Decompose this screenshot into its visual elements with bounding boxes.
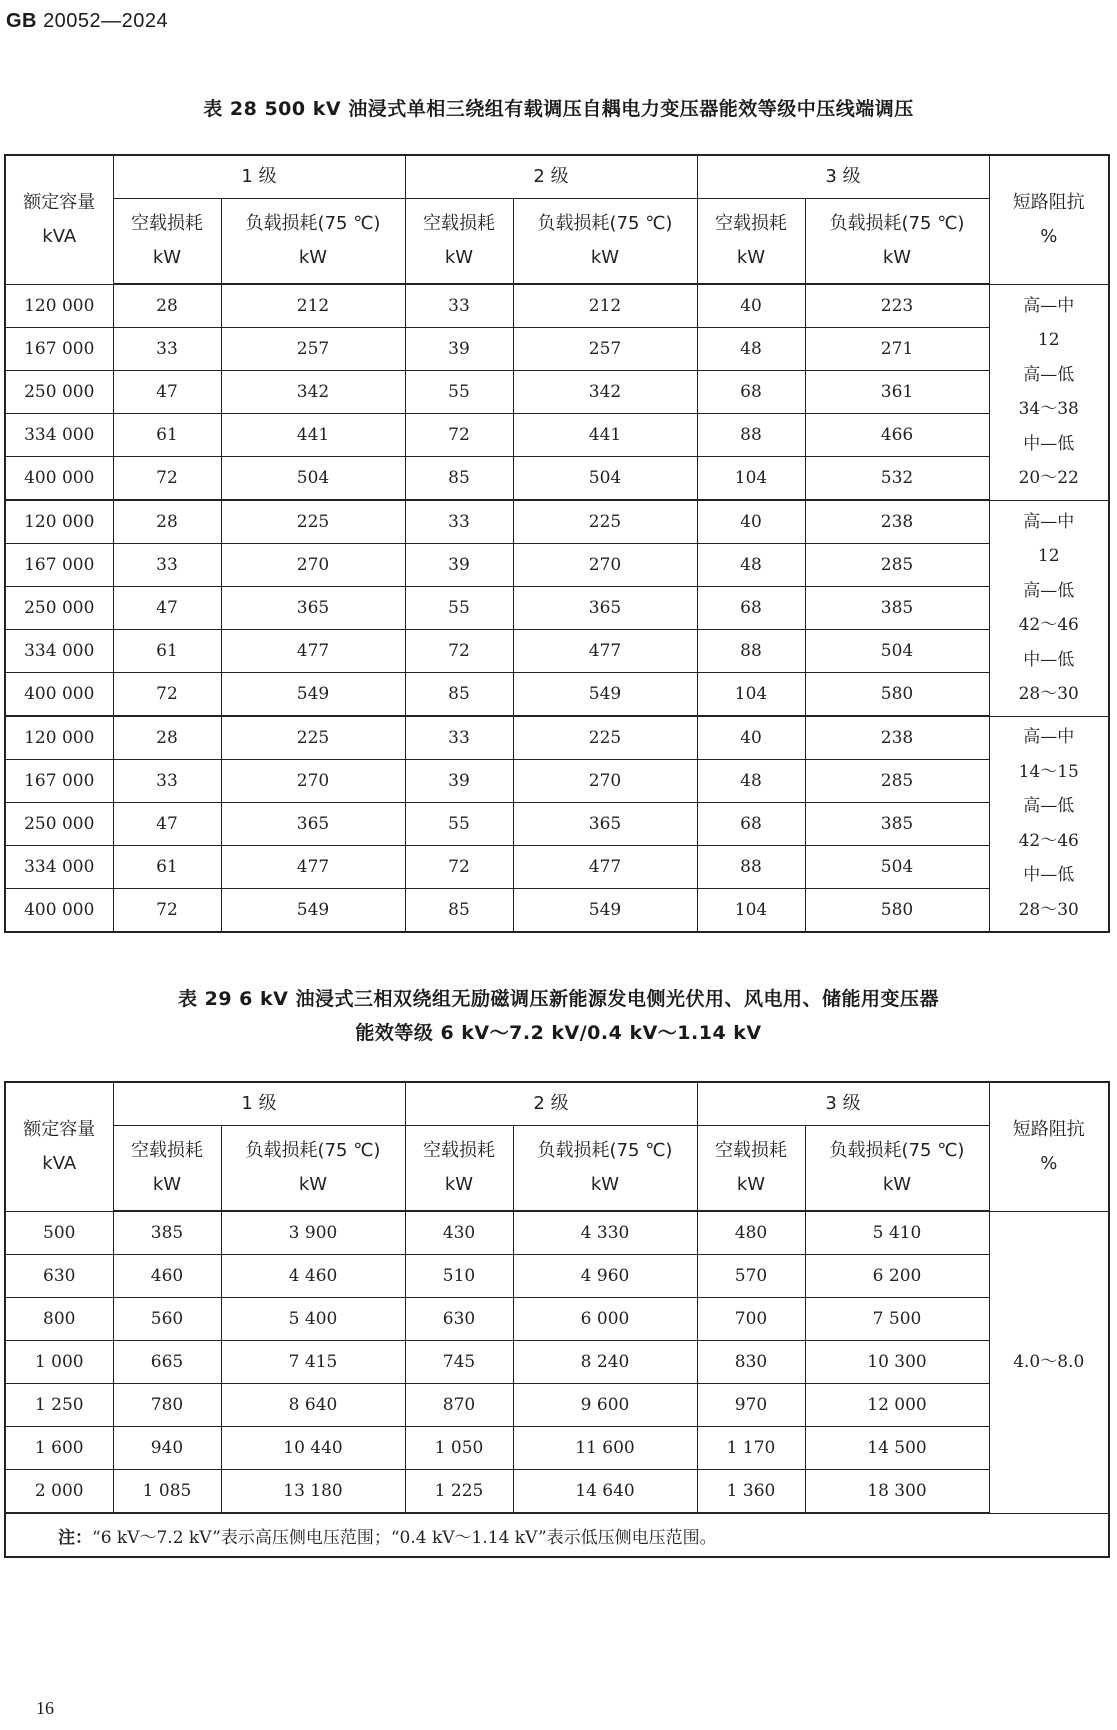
- table29-title-line1: 表 29 6 kV 油浸式三相双绕组无励磁调压新能源发电侧光伏用、风电用、储能用变压器: [178, 988, 939, 1010]
- table-cell: 72: [405, 846, 513, 889]
- table-cell: 549: [513, 889, 697, 933]
- note-row: [5, 1513, 1109, 1557]
- table-cell: 33: [405, 284, 513, 328]
- table-cell: 385: [805, 587, 989, 630]
- table28-title: 表 28 500 kV 油浸式单相三绕组有载调压自耦电力变压器能效等级中压线端调压: [203, 98, 914, 120]
- header-no-load-loss: 空载损耗 kW: [697, 198, 805, 284]
- header-capacity: 额定容量 kVA: [5, 1082, 113, 1211]
- table-cell: 477: [221, 630, 405, 673]
- table-cell: 47: [113, 803, 221, 846]
- table-cell: 400 000: [5, 673, 113, 717]
- table-cell: 61: [113, 846, 221, 889]
- table-row: [5, 716, 1109, 760]
- table-row: [5, 414, 1109, 457]
- table29-body: [5, 1211, 1109, 1557]
- header-no-load-loss: 空载损耗 kW: [113, 1125, 221, 1211]
- header-no-load-loss: 空载损耗 kW: [405, 198, 513, 284]
- table-cell: 250 000: [5, 803, 113, 846]
- table-cell: 14 640: [513, 1470, 697, 1514]
- table-cell: 55: [405, 371, 513, 414]
- table-cell: 3 900: [221, 1211, 405, 1255]
- table-cell: 104: [697, 889, 805, 933]
- header-load-loss: 负载损耗(75 ℃) kW: [805, 198, 989, 284]
- table-cell: 1 250: [5, 1384, 113, 1427]
- table-cell: 120 000: [5, 500, 113, 544]
- table-row: [5, 328, 1109, 371]
- table-row: [5, 846, 1109, 889]
- impedance-cell: 4.0～8.0: [989, 1211, 1109, 1513]
- header-grade-3: 3 级: [697, 1082, 989, 1125]
- table-cell: 365: [221, 587, 405, 630]
- table-cell: 400 000: [5, 457, 113, 501]
- table29: [4, 1081, 1110, 1558]
- table-cell: 477: [221, 846, 405, 889]
- table-cell: 104: [697, 673, 805, 717]
- table-row: [5, 587, 1109, 630]
- table-cell: 1 000: [5, 1341, 113, 1384]
- table-cell: 28: [113, 500, 221, 544]
- table-cell: 580: [805, 673, 989, 717]
- table-cell: 212: [221, 284, 405, 328]
- table-cell: 480: [697, 1211, 805, 1255]
- standard-code: [6, 10, 168, 33]
- table-cell: 85: [405, 673, 513, 717]
- table-cell: 1 360: [697, 1470, 805, 1514]
- table-row: [5, 1298, 1109, 1341]
- table-cell: 700: [697, 1298, 805, 1341]
- table-cell: 33: [113, 544, 221, 587]
- table-cell: 72: [113, 889, 221, 933]
- table-cell: 68: [697, 587, 805, 630]
- table-cell: 120 000: [5, 284, 113, 328]
- page-number: 16: [36, 1698, 54, 1718]
- table-cell: 250 000: [5, 587, 113, 630]
- table-cell: 271: [805, 328, 989, 371]
- header-load-loss: 负载损耗(75 ℃) kW: [805, 1125, 989, 1211]
- table-cell: 47: [113, 587, 221, 630]
- standard-number: 20052—2024: [43, 10, 169, 32]
- table-cell: 365: [513, 803, 697, 846]
- table-cell: 665: [113, 1341, 221, 1384]
- note-text: “6 kV～7.2 kV”表示高压侧电压范围；“0.4 kV～1.14 kV”表示低压侧电压范围。: [92, 1527, 717, 1548]
- table-row: [5, 284, 1109, 328]
- table-row: [5, 760, 1109, 803]
- table-cell: 88: [697, 630, 805, 673]
- table-row: [5, 1255, 1109, 1298]
- table-cell: 560: [113, 1298, 221, 1341]
- table-cell: 385: [805, 803, 989, 846]
- table-cell: 40: [697, 284, 805, 328]
- table-cell: 28: [113, 716, 221, 760]
- table-cell: 549: [221, 673, 405, 717]
- table-cell: 1 225: [405, 1470, 513, 1514]
- note-cell: [5, 1513, 1109, 1557]
- table29-title-line2: 能效等级 6 kV～7.2 kV/0.4 kV～1.14 kV: [355, 1022, 762, 1044]
- table-cell: 238: [805, 500, 989, 544]
- table-cell: 48: [697, 328, 805, 371]
- table-cell: 7 415: [221, 1341, 405, 1384]
- table-cell: 365: [513, 587, 697, 630]
- table-cell: 257: [221, 328, 405, 371]
- table28-body: [5, 284, 1109, 932]
- table-cell: 7 500: [805, 1298, 989, 1341]
- table-cell: 225: [513, 716, 697, 760]
- table-cell: 2 000: [5, 1470, 113, 1514]
- table-cell: 532: [805, 457, 989, 501]
- table-cell: 120 000: [5, 716, 113, 760]
- table-cell: 47: [113, 371, 221, 414]
- header-load-loss: 负载损耗(75 ℃) kW: [221, 1125, 405, 1211]
- table-cell: 940: [113, 1427, 221, 1470]
- table-cell: 430: [405, 1211, 513, 1255]
- table-cell: 39: [405, 328, 513, 371]
- table-cell: 72: [113, 673, 221, 717]
- table-cell: 549: [221, 889, 405, 933]
- table-cell: 250 000: [5, 371, 113, 414]
- header-no-load-loss: 空载损耗 kW: [697, 1125, 805, 1211]
- table-cell: 61: [113, 630, 221, 673]
- table-cell: 85: [405, 889, 513, 933]
- table-cell: 510: [405, 1255, 513, 1298]
- table-cell: 5 410: [805, 1211, 989, 1255]
- table-cell: 33: [405, 500, 513, 544]
- table-cell: 361: [805, 371, 989, 414]
- table-cell: 365: [221, 803, 405, 846]
- table-cell: 504: [805, 846, 989, 889]
- table28: [4, 154, 1110, 933]
- table-cell: 504: [221, 457, 405, 501]
- table-cell: 4 330: [513, 1211, 697, 1255]
- table-row: [5, 803, 1109, 846]
- table-cell: 33: [113, 760, 221, 803]
- table-row: [5, 457, 1109, 501]
- table-cell: 223: [805, 284, 989, 328]
- table-cell: 780: [113, 1384, 221, 1427]
- table-cell: 285: [805, 760, 989, 803]
- header-grade-1: 1 级: [113, 1082, 405, 1125]
- table-cell: 970: [697, 1384, 805, 1427]
- table-cell: 504: [513, 457, 697, 501]
- table-cell: 39: [405, 544, 513, 587]
- header-grade-3: 3 级: [697, 155, 989, 198]
- table-cell: 580: [805, 889, 989, 933]
- table-cell: 1 085: [113, 1470, 221, 1514]
- table-row: [5, 889, 1109, 933]
- impedance-cell: 高—中 14～15 高—低 42～46 中—低 28～30: [989, 716, 1109, 932]
- table-cell: 830: [697, 1341, 805, 1384]
- table-cell: 870: [405, 1384, 513, 1427]
- table-row: [5, 500, 1109, 544]
- table-cell: 48: [697, 544, 805, 587]
- table-row: [5, 1470, 1109, 1514]
- header-no-load-loss: 空载损耗 kW: [405, 1125, 513, 1211]
- table-cell: 10 440: [221, 1427, 405, 1470]
- table-cell: 270: [513, 760, 697, 803]
- table-cell: 68: [697, 371, 805, 414]
- table-cell: 4 960: [513, 1255, 697, 1298]
- header-grade-2: 2 级: [405, 1082, 697, 1125]
- table-cell: 549: [513, 673, 697, 717]
- table-cell: 225: [513, 500, 697, 544]
- table-cell: 334 000: [5, 630, 113, 673]
- table-cell: 40: [697, 716, 805, 760]
- table-cell: 5 400: [221, 1298, 405, 1341]
- table-cell: 33: [405, 716, 513, 760]
- table-cell: 72: [405, 630, 513, 673]
- header-load-loss: 负载损耗(75 ℃) kW: [513, 1125, 697, 1211]
- header-load-loss: 负载损耗(75 ℃) kW: [513, 198, 697, 284]
- table-cell: 1 050: [405, 1427, 513, 1470]
- table-row: [5, 544, 1109, 587]
- header-grade-1: 1 级: [113, 155, 405, 198]
- table-cell: 88: [697, 846, 805, 889]
- table-row: [5, 673, 1109, 717]
- table-cell: 212: [513, 284, 697, 328]
- table-cell: 342: [513, 371, 697, 414]
- table-cell: 441: [513, 414, 697, 457]
- table-row: [5, 1341, 1109, 1384]
- table-row: [5, 371, 1109, 414]
- impedance-cell: 高—中 12 高—低 34～38 中—低 20～22: [989, 284, 1109, 500]
- header-no-load-loss: 空载损耗 kW: [113, 198, 221, 284]
- table-row: [5, 1427, 1109, 1470]
- table-cell: 225: [221, 716, 405, 760]
- table-cell: 61: [113, 414, 221, 457]
- table-cell: 745: [405, 1341, 513, 1384]
- table-row: [5, 1211, 1109, 1255]
- table-cell: 570: [697, 1255, 805, 1298]
- table-cell: 8 240: [513, 1341, 697, 1384]
- table-cell: 72: [113, 457, 221, 501]
- table-cell: 504: [805, 630, 989, 673]
- table-cell: 167 000: [5, 544, 113, 587]
- table-cell: 55: [405, 803, 513, 846]
- table-cell: 385: [113, 1211, 221, 1255]
- table-cell: 334 000: [5, 846, 113, 889]
- table-cell: 800: [5, 1298, 113, 1341]
- table-cell: 285: [805, 544, 989, 587]
- table-cell: 28: [113, 284, 221, 328]
- table-cell: 55: [405, 587, 513, 630]
- table-cell: 9 600: [513, 1384, 697, 1427]
- table-cell: 477: [513, 846, 697, 889]
- table-cell: 68: [697, 803, 805, 846]
- table-row: [5, 630, 1109, 673]
- table-cell: 85: [405, 457, 513, 501]
- table-cell: 630: [5, 1255, 113, 1298]
- table-cell: 8 640: [221, 1384, 405, 1427]
- table-cell: 13 180: [221, 1470, 405, 1514]
- table-cell: 630: [405, 1298, 513, 1341]
- header-impedance: 短路阻抗 %: [989, 1082, 1109, 1211]
- table-cell: 40: [697, 500, 805, 544]
- table-cell: 477: [513, 630, 697, 673]
- table-cell: 48: [697, 760, 805, 803]
- table-cell: 11 600: [513, 1427, 697, 1470]
- table-cell: 39: [405, 760, 513, 803]
- table-cell: 334 000: [5, 414, 113, 457]
- table-cell: 4 460: [221, 1255, 405, 1298]
- table-cell: 12 000: [805, 1384, 989, 1427]
- table-cell: 6 200: [805, 1255, 989, 1298]
- table-cell: 33: [113, 328, 221, 371]
- table-cell: 257: [513, 328, 697, 371]
- table-cell: 466: [805, 414, 989, 457]
- table-cell: 1 600: [5, 1427, 113, 1470]
- table-cell: 72: [405, 414, 513, 457]
- header-impedance: 短路阻抗 %: [989, 155, 1109, 284]
- table-row: [5, 1384, 1109, 1427]
- table-cell: 10 300: [805, 1341, 989, 1384]
- table-cell: 400 000: [5, 889, 113, 933]
- table-cell: 342: [221, 371, 405, 414]
- table-cell: 167 000: [5, 328, 113, 371]
- impedance-cell: 高—中 12 高—低 42～46 中—低 28～30: [989, 500, 1109, 716]
- note-label: 注：: [58, 1527, 92, 1548]
- table-cell: 14 500: [805, 1427, 989, 1470]
- standard-prefix: GB: [6, 10, 37, 32]
- table-cell: 167 000: [5, 760, 113, 803]
- table-cell: 18 300: [805, 1470, 989, 1514]
- table-cell: 88: [697, 414, 805, 457]
- table-cell: 225: [221, 500, 405, 544]
- table-cell: 441: [221, 414, 405, 457]
- table-cell: 6 000: [513, 1298, 697, 1341]
- header-load-loss: 负载损耗(75 ℃) kW: [221, 198, 405, 284]
- header-capacity: 额定容量 kVA: [5, 155, 113, 284]
- table-cell: 270: [513, 544, 697, 587]
- header-grade-2: 2 级: [405, 155, 697, 198]
- table-cell: 104: [697, 457, 805, 501]
- table-cell: 1 170: [697, 1427, 805, 1470]
- table-cell: 500: [5, 1211, 113, 1255]
- table-cell: 270: [221, 760, 405, 803]
- table-cell: 460: [113, 1255, 221, 1298]
- table-cell: 238: [805, 716, 989, 760]
- table-cell: 270: [221, 544, 405, 587]
